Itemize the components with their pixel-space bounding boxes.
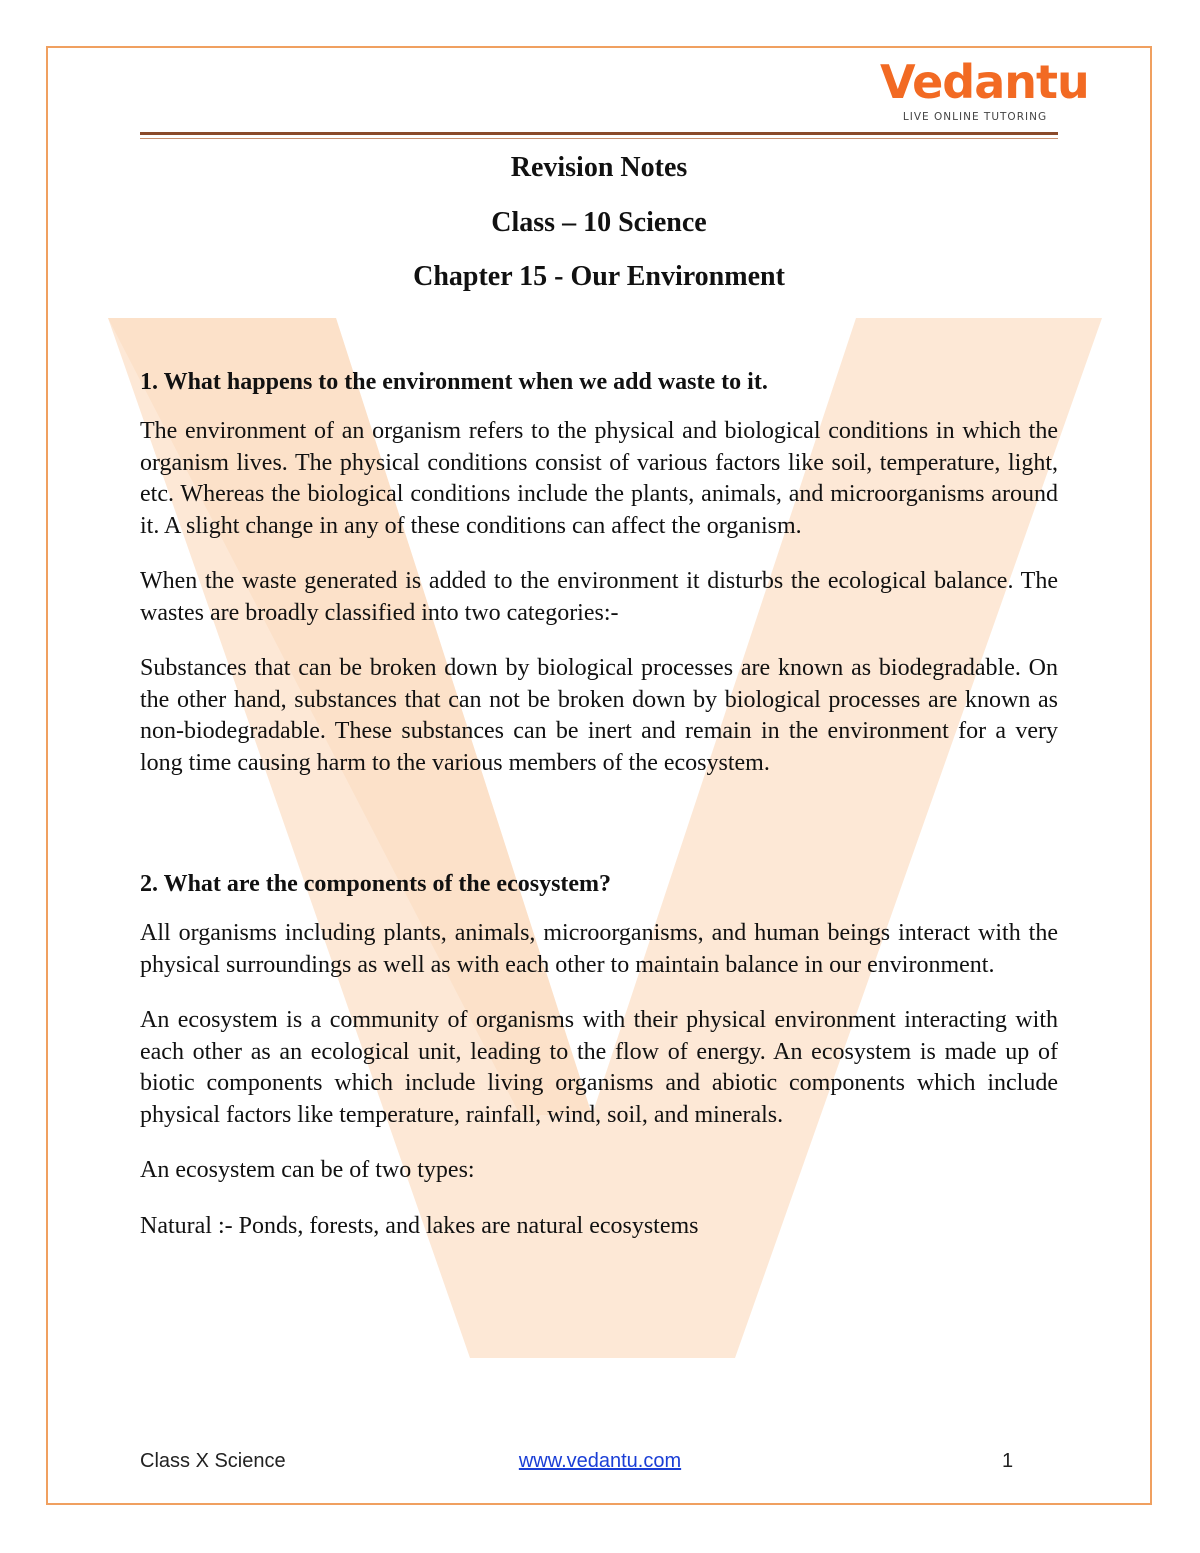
- footer-link-wrap: [0, 1450, 1200, 1473]
- logo-wordmark: Vedantu: [880, 55, 1089, 109]
- section-2-paragraph: An ecosystem is a community of organisms with their physical environment interacting with each other as an ecological unit, leading to the flow of energy. An ecosystem is made up of biotic components which include living organisms and abiotic components which include physical factors like temperature, rainfall, wind, soil, and minerals.: [140, 1007, 1058, 1128]
- section-1-paragraph: Substances that can be broken down by biological processes are known as biodegradable. On the other hand, substances that can not be broken down by biological processes are known as non-biodegradable. These substances can be inert and remain in the environment for a very long time causing harm to the various members of the ecosystem.: [140, 655, 1058, 776]
- section-1-paragraph: When the waste generated is added to the environment it disturbs the ecological balance. The wastes are broadly classified into two categories:-: [140, 568, 1058, 626]
- vedantu-logo: [880, 55, 1089, 127]
- section-2-paragraph: All organisms including plants, animals, microorganisms, and human beings interact with the physical surroundings as well as with each other to maintain balance in our environment.: [140, 920, 1058, 978]
- doc-title: Revision Notes: [510, 152, 688, 183]
- section-2-paragraph: An ecosystem can be of two types:: [140, 1157, 475, 1183]
- logo-tagline: LIVE ONLINE TUTORING: [902, 111, 1048, 123]
- document-body: [140, 148, 1058, 1242]
- page-number: 1: [1002, 1450, 1014, 1472]
- section-2-heading: 2. What are the components of the ecosystem?: [140, 871, 612, 897]
- class-line: Class – 10 Science: [491, 207, 707, 238]
- section-2-paragraph: Natural :- Ponds, forests, and lakes are natural ecosystems: [140, 1212, 699, 1239]
- section-1-heading: 1. What happens to the environment when we add waste to it.: [140, 369, 768, 395]
- header-rule-thin: [140, 138, 1058, 139]
- section-1-paragraph: The environment of an organism refers to the physical and biological conditions in which the organism lives. The physical conditions consist of various factors like soil, temperature, light, etc. Whereas the biological conditions include the plants, animals, and microorganisms around it. A slight change in any of these conditions can affect the organism.: [140, 418, 1058, 539]
- header-rule: [140, 132, 1058, 135]
- footer-class-label: Class X Science: [140, 1450, 286, 1472]
- footer-website-link[interactable]: www.vedantu.com: [518, 1450, 682, 1472]
- chapter-line: Chapter 15 - Our Environment: [413, 261, 785, 292]
